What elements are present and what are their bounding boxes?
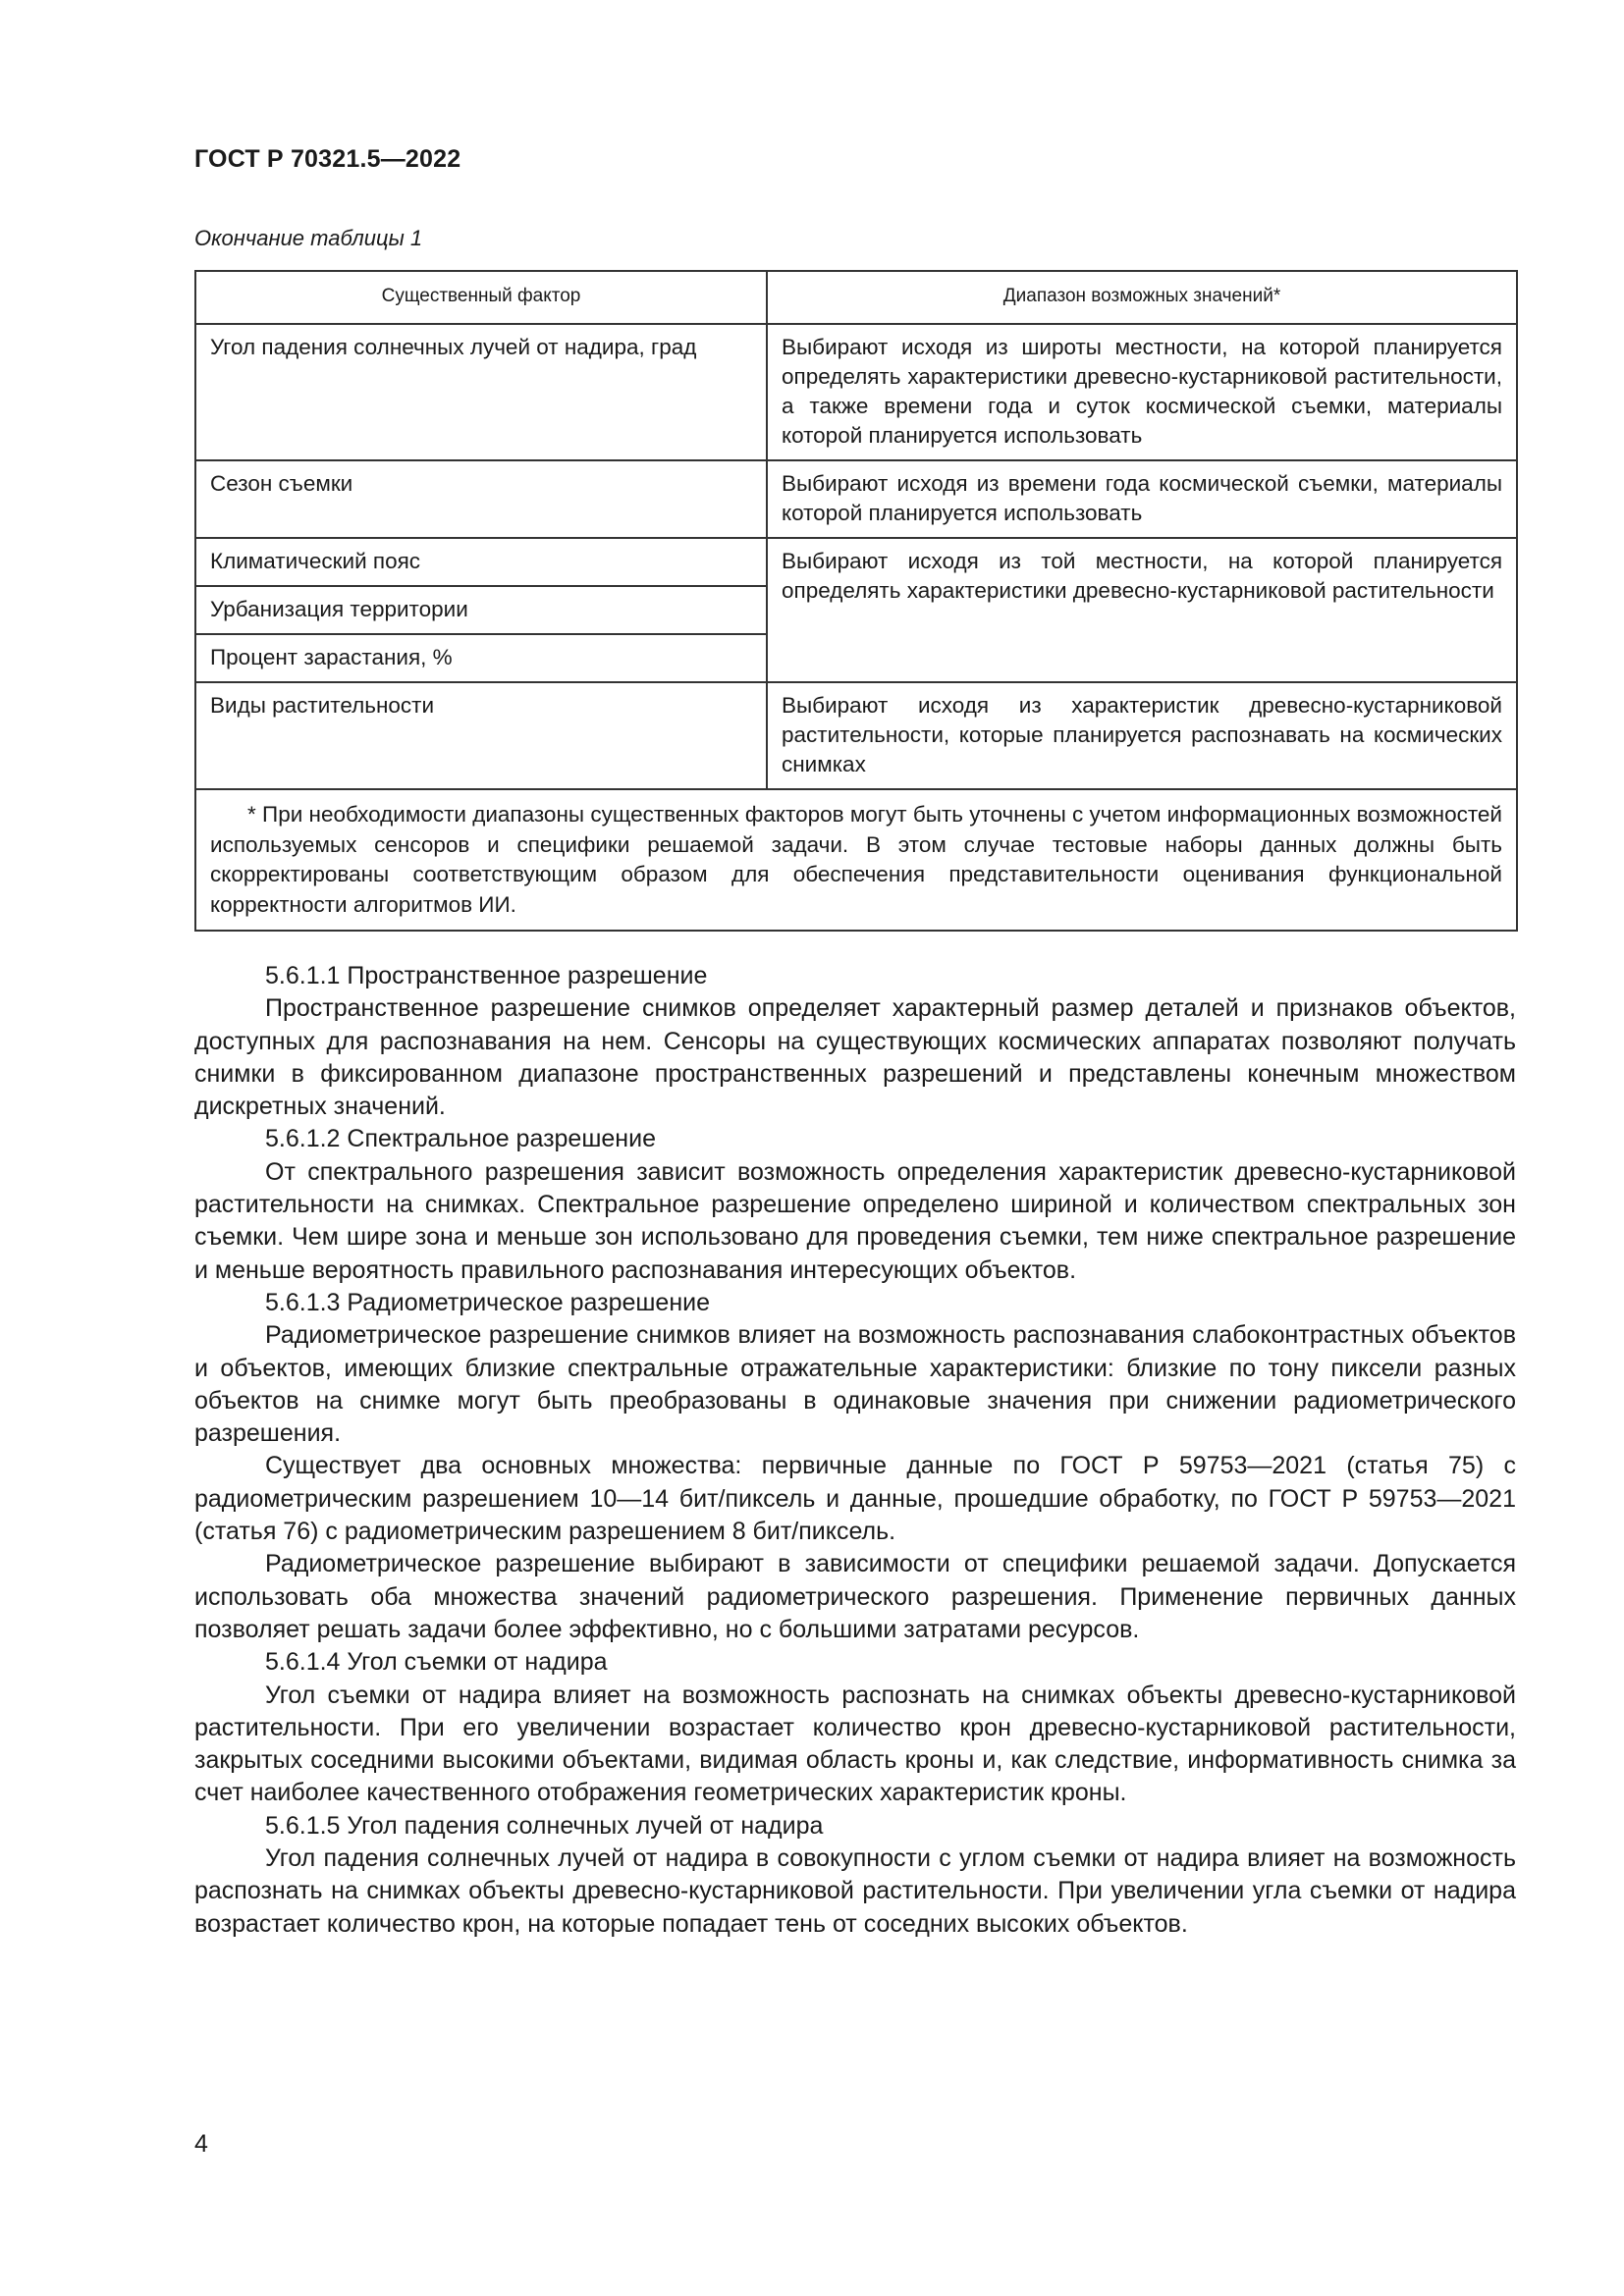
section-heading: 5.6.1.4 Угол съемки от надира <box>265 1648 608 1677</box>
section-heading: 5.6.1.2 Спектральное разрешение <box>265 1125 656 1153</box>
factor-cell: Виды растительности <box>195 682 767 789</box>
page-number: 4 <box>194 2130 208 2158</box>
factor-cell: Угол падения солнечных лучей от надира, град <box>195 324 767 460</box>
range-cell: Выбирают исходя из характеристик древесно-кустарниковой растительности, которые планируется распознавать на космических снимках <box>767 682 1517 789</box>
paragraph: Радиометрическое разрешение выбирают в зависимости от специфики решаемой задачи. Допускается использовать оба множества значений радиометрического разрешения. Применение первичных данных позволяет решать задачи более эффективно, но с большими затратами ресурсов. <box>194 1550 1516 1643</box>
table-row <box>195 460 1517 538</box>
paragraph: От спектрального разрешения зависит возможность определения характеристик древесно-кустарниковой растительности на снимках. Спектральное разрешение определено шириной и количеством спектральных зон съемки. Чем шире зона и меньше зон использовано для проведения съемки, тем ниже спектральное разрешение и меньше вероятность правильного распознавания интересующих объектов. <box>194 1157 1516 1284</box>
table-row <box>195 538 1517 586</box>
range-cell: Выбирают исходя из времени года космической съемки, материалы которой планируется использовать <box>767 460 1517 538</box>
paragraph: Радиометрическое разрешение снимков влияет на возможность распознавания слабоконтрастных объектов и объектов, имеющих близкие спектральные отражательные характеристики: близкие по тону пиксели разных объектов на снимке могут быть преобразованы в одинаковые значения при снижении радиометрического разрешения. <box>194 1321 1516 1448</box>
range-cell: Выбирают исходя из широты местности, на которой планируется определять характеристики древесно-кустарниковой растительности, а также времени года и суток космической съемки, материалы которой планируется использовать <box>767 324 1517 460</box>
section-heading: 5.6.1.1 Пространственное разрешение <box>265 962 708 989</box>
paragraph: Существует два основных множества: первичные данные по ГОСТ Р 59753—2021 (статья 75) с радиометрическим разрешением 10—14 бит/пиксель и данные, прошедшие обработку, по ГОСТ Р 59753—2021 (статья 76) с радиометрическим разрешением 8 бит/пиксель. <box>194 1452 1516 1546</box>
factors-table <box>194 270 1518 932</box>
table-footnote-cell <box>195 789 1517 931</box>
section-heading: 5.6.1.3 Радиометрическое разрешение <box>265 1288 711 1316</box>
table-caption: Окончание таблицы 1 <box>194 226 423 250</box>
table-row <box>195 324 1517 460</box>
factor-cell: Климатический пояс <box>195 538 767 586</box>
column-header-factor: Существенный фактор <box>195 271 767 324</box>
table-header-row <box>195 271 1517 324</box>
table-footnote: * При необходимости диапазоны существенных факторов могут быть уточнены с учетом информационных возможностей используемых сенсоров и специфики решаемой задачи. В этом случае тестовые наборы данных должны быть скорректированы соответствующим образом для обеспечения представительности оценивания функциональной корректности алгоритмов ИИ. <box>210 802 1502 917</box>
document-id-header: ГОСТ Р 70321.5—2022 <box>194 145 461 173</box>
paragraph: Пространственное разрешение снимков определяет характерный размер деталей и признаков объектов, доступных для распознавания на нем. Сенсоры на существующих космических аппаратах позволяют получать снимки в фиксированном диапазоне пространственных разрешений и представлены конечным множеством дискретных значений. <box>194 994 1516 1121</box>
table-footnote-row <box>195 789 1517 931</box>
factor-cell: Процент зарастания, % <box>195 634 767 682</box>
body-text <box>194 960 1516 1941</box>
section-heading: 5.6.1.5 Угол падения солнечных лучей от надира <box>265 1811 824 1840</box>
range-cell-merged: Выбирают исходя из той местности, на которой планируется определять характеристики древесно-кустарниковой растительности <box>767 538 1517 682</box>
paragraph: Угол съемки от надира влияет на возможность распознать на снимках объекты древесно-кустарниковой растительности. При его увеличении возрастает количество крон древесно-кустарниковой растительности, закрытых соседними высокими объектами, видимая область кроны и, как следствие, информативность снимка за счет наиболее качественного отображения геометрических характеристик кроны. <box>194 1681 1516 1807</box>
paragraph: Угол падения солнечных лучей от надира в совокупности с углом съемки от надира влияет на возможность распознать на снимках объекты древесно-кустарниковой растительности. При увеличении угла съемки от надира возрастает количество крон, на которые попадает тень от соседних высоких объектов. <box>194 1844 1516 1938</box>
factor-cell: Сезон съемки <box>195 460 767 538</box>
table-row <box>195 682 1517 789</box>
column-header-range: Диапазон возможных значений* <box>767 271 1517 324</box>
factor-cell: Урбанизация территории <box>195 586 767 634</box>
